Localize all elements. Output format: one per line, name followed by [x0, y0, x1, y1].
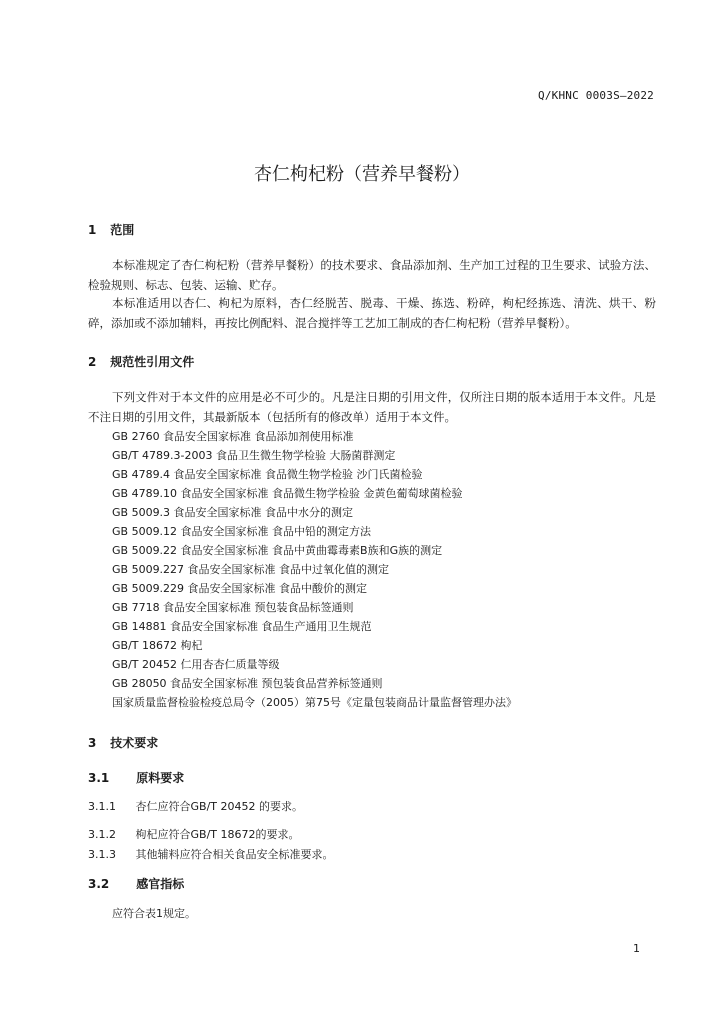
section-title: 范围: [110, 223, 135, 237]
reference-item: GB/T 4789.3-2003 食品卫生微生物学检验 大肠菌群测定: [112, 449, 396, 462]
reference-item: GB/T 20452 仁用杏杏仁质量等级: [112, 658, 280, 671]
clause-3-1: [88, 769, 184, 786]
reference-item: GB 4789.10 食品安全国家标准 食品微生物学检验 金黄色葡萄球菌检验: [112, 487, 463, 500]
reference-item: GB 2760 食品安全国家标准 食品添加剂使用标准: [112, 430, 354, 443]
reference-item: GB 5009.3 食品安全国家标准 食品中水分的测定: [112, 506, 354, 519]
standard-code: Q/KHNC 0003S—2022: [538, 89, 654, 102]
clause-number: 3.1.1: [88, 800, 116, 813]
section-2-heading: [88, 353, 194, 370]
clause-3-1-3: [88, 846, 334, 862]
section-number: 1: [88, 223, 97, 237]
reference-item: GB 5009.227 食品安全国家标准 食品中过氧化值的测定: [112, 563, 390, 576]
section-title: 技术要求: [110, 736, 159, 750]
clause-text: 杏仁应符合GB/T 20452 的要求。: [135, 800, 303, 813]
scope-paragraph-2: 本标准适用以杏仁、枸杞为原料，杏仁经脱苦、脱毒、干燥、拣选、粉碎，枸杞经拣选、清洗、烘干、粉碎，添加或不添加辅料，再按比例配料、混合搅拌等工艺加工制成的杏仁枸杞粉（营养早餐粉）。: [88, 296, 656, 330]
clause-number: 3.1.3: [88, 848, 116, 861]
clause-number: 3.1: [88, 771, 110, 785]
section-number: 3: [88, 736, 97, 750]
reference-item: GB 14881 食品安全国家标准 食品生产通用卫生规范: [112, 620, 372, 633]
section-title: 规范性引用文件: [110, 355, 195, 369]
clause-number: 3.1.2: [88, 828, 116, 841]
reference-item: GB 5009.229 食品安全国家标准 食品中酸价的测定: [112, 582, 368, 595]
clause-3-2: [88, 875, 184, 892]
clause-text: 原料要求: [136, 771, 185, 785]
sensory-requirement-text: 应符合表1规定。: [112, 907, 196, 920]
clause-text: 其他辅料应符合相关食品安全标准要求。: [135, 848, 334, 861]
clause-3-1-2: [88, 826, 299, 842]
section-number: 2: [88, 355, 97, 369]
reference-item: GB/T 18672 枸杞: [112, 639, 203, 652]
reference-item: GB 5009.12 食品安全国家标准 食品中铅的测定方法: [112, 525, 372, 538]
reference-item: 国家质量监督检验检疫总局令（2005）第75号《定量包装商品计量监督管理办法》: [112, 696, 517, 709]
section-1-heading: [88, 221, 134, 238]
reference-item: GB 5009.22 食品安全国家标准 食品中黄曲霉毒素B族和G族的测定: [112, 544, 443, 557]
clause-text: 枸杞应符合GB/T 18672的要求。: [135, 828, 300, 841]
clause-text: 感官指标: [136, 877, 185, 891]
references-intro: 下列文件对于本文件的应用是必不可少的。凡是注日期的引用文件，仅所注日期的版本适用于本文件。凡是不注日期的引用文件，其最新版本（包括所有的修改单）适用于本文件。: [88, 390, 656, 424]
reference-item: GB 4789.4 食品安全国家标准 食品微生物学检验 沙门氏菌检验: [112, 468, 423, 481]
section-3-heading: [88, 734, 158, 751]
reference-item: GB 7718 食品安全国家标准 预包装食品标签通则: [112, 601, 354, 614]
reference-item: GB 28050 食品安全国家标准 预包装食品营养标签通则: [112, 677, 383, 690]
page-number: 1: [633, 942, 640, 955]
clause-3-1-1: [88, 798, 303, 814]
clause-number: 3.2: [88, 877, 110, 891]
document-title: 杏仁枸杞粉（营养早餐粉）: [254, 164, 470, 185]
scope-paragraph-1: 本标准规定了杏仁枸杞粉（营养早餐粉）的技术要求、食品添加剂、生产加工过程的卫生要求、试验方法、检验规则、标志、包装、运输、贮存。: [88, 258, 656, 292]
